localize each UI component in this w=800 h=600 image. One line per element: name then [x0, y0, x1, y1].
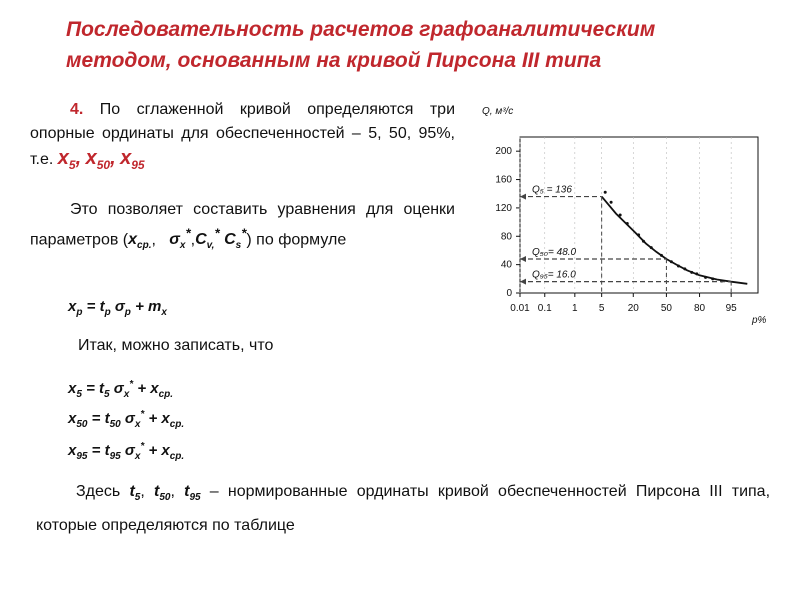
- x-tick-label: 80: [693, 303, 706, 314]
- ordinate-label-50: Q₅₀= 48.0: [532, 246, 577, 258]
- param-xcp: $x_{ср.}$: [128, 231, 152, 252]
- observed-point: [626, 222, 629, 225]
- param-cv: $C_{v,}^*$: [195, 226, 220, 252]
- x-tick-label: 0.1: [537, 303, 552, 314]
- observed-point: [642, 240, 645, 243]
- observed-point: [660, 254, 663, 257]
- observed-point: [637, 233, 640, 236]
- x-tick-label: 95: [725, 303, 737, 314]
- slide-title: [66, 14, 766, 76]
- observed-point: [670, 260, 673, 263]
- equation-x50: $x_{50} = t_{50}$ $\sigma_x^* + x_{ср.}$: [68, 409, 185, 430]
- observed-point: [619, 214, 622, 217]
- x-tick-label: 0.01: [510, 303, 530, 314]
- observed-point: [610, 201, 613, 204]
- observed-point: [677, 265, 680, 268]
- equation-x5: $x_5 = t_5$ $\sigma_x^* + x_{ср.}$: [68, 379, 174, 400]
- step-number: 4.: [70, 101, 84, 118]
- y-tick-label: 0: [506, 288, 512, 299]
- x-axis-label: p%: [752, 315, 767, 326]
- paragraph-1-text: По сглаженной кривой определяются три опорные ординаты для обеспеченностей – 5, 50, 95%, т.е.: [30, 101, 455, 168]
- observed-point: [604, 191, 607, 194]
- paragraph-bottom: Здесь $t_5$, $t_{50}$, $t_{95}$ – нормированные ординаты кривой обеспеченностей Пирсона III типа, которые определяются по таблице: [36, 483, 771, 535]
- observed-point: [711, 277, 714, 280]
- ordinate-label-95: Q₉₅= 16.0: [532, 269, 576, 281]
- param-sigma: $\sigma_x^*$: [169, 226, 191, 252]
- paragraph-equations-intro: Это позволяет составить уравнения для оценки параметров ($x_{ср.}$, $\sigma_x^*,C_{v,}^*$ $C_s^*$) по формуле: [30, 201, 455, 252]
- param-cs: $C_s^*$: [224, 226, 247, 252]
- ordinate-arrow-5: [520, 194, 526, 200]
- y-tick-label: 40: [500, 259, 512, 271]
- var-x5: $x_5$: [57, 147, 76, 172]
- observed-point: [683, 267, 686, 270]
- x-tick-label: 50: [660, 303, 672, 314]
- y-tick-label: 160: [495, 174, 512, 186]
- ordinate-arrow-50: [520, 256, 526, 262]
- paragraph-step-4: 4. По сглаженной кривой определяются три опорные ординаты для обеспеченностей – 5, 50, 95%, т.е. $x_5$, $x_{50}$, $x_{95}$: [30, 101, 455, 172]
- pearson-curve-chart: [478, 92, 778, 332]
- observed-point: [695, 272, 698, 275]
- observed-point: [704, 276, 707, 279]
- title-line-2: методом, основанным на кривой Пирсона III типа: [66, 49, 602, 72]
- y-tick-label: 200: [495, 146, 512, 158]
- observed-point: [690, 271, 693, 274]
- y-axis-label: Q, м³/с: [482, 106, 514, 117]
- x-tick-label: 1: [572, 303, 578, 314]
- pearson-curve-line: [602, 197, 748, 284]
- equation-x95: $x_{95} = t_{95}$ $\sigma_x^* + x_{ср.}$: [68, 441, 185, 462]
- y-tick-label: 120: [495, 202, 512, 214]
- x-tick-label: 5: [598, 303, 605, 314]
- x-tick-label: 20: [627, 303, 639, 314]
- y-tick-label: 80: [500, 231, 512, 243]
- var-x95: $x_{95}$: [120, 147, 145, 172]
- var-x50: $x_{50}$: [85, 147, 111, 172]
- formula-main: $x_p = t_p$ $\sigma_p + m_x$: [68, 298, 167, 318]
- title-line-1: Последовательность расчетов графоаналитическим: [66, 18, 656, 41]
- ordinate-arrow-95: [520, 279, 526, 285]
- ordinate-label-5: Q₅ = 136: [532, 184, 572, 196]
- itak-text: Итак, можно записать, что: [78, 337, 274, 354]
- observed-point: [650, 246, 653, 249]
